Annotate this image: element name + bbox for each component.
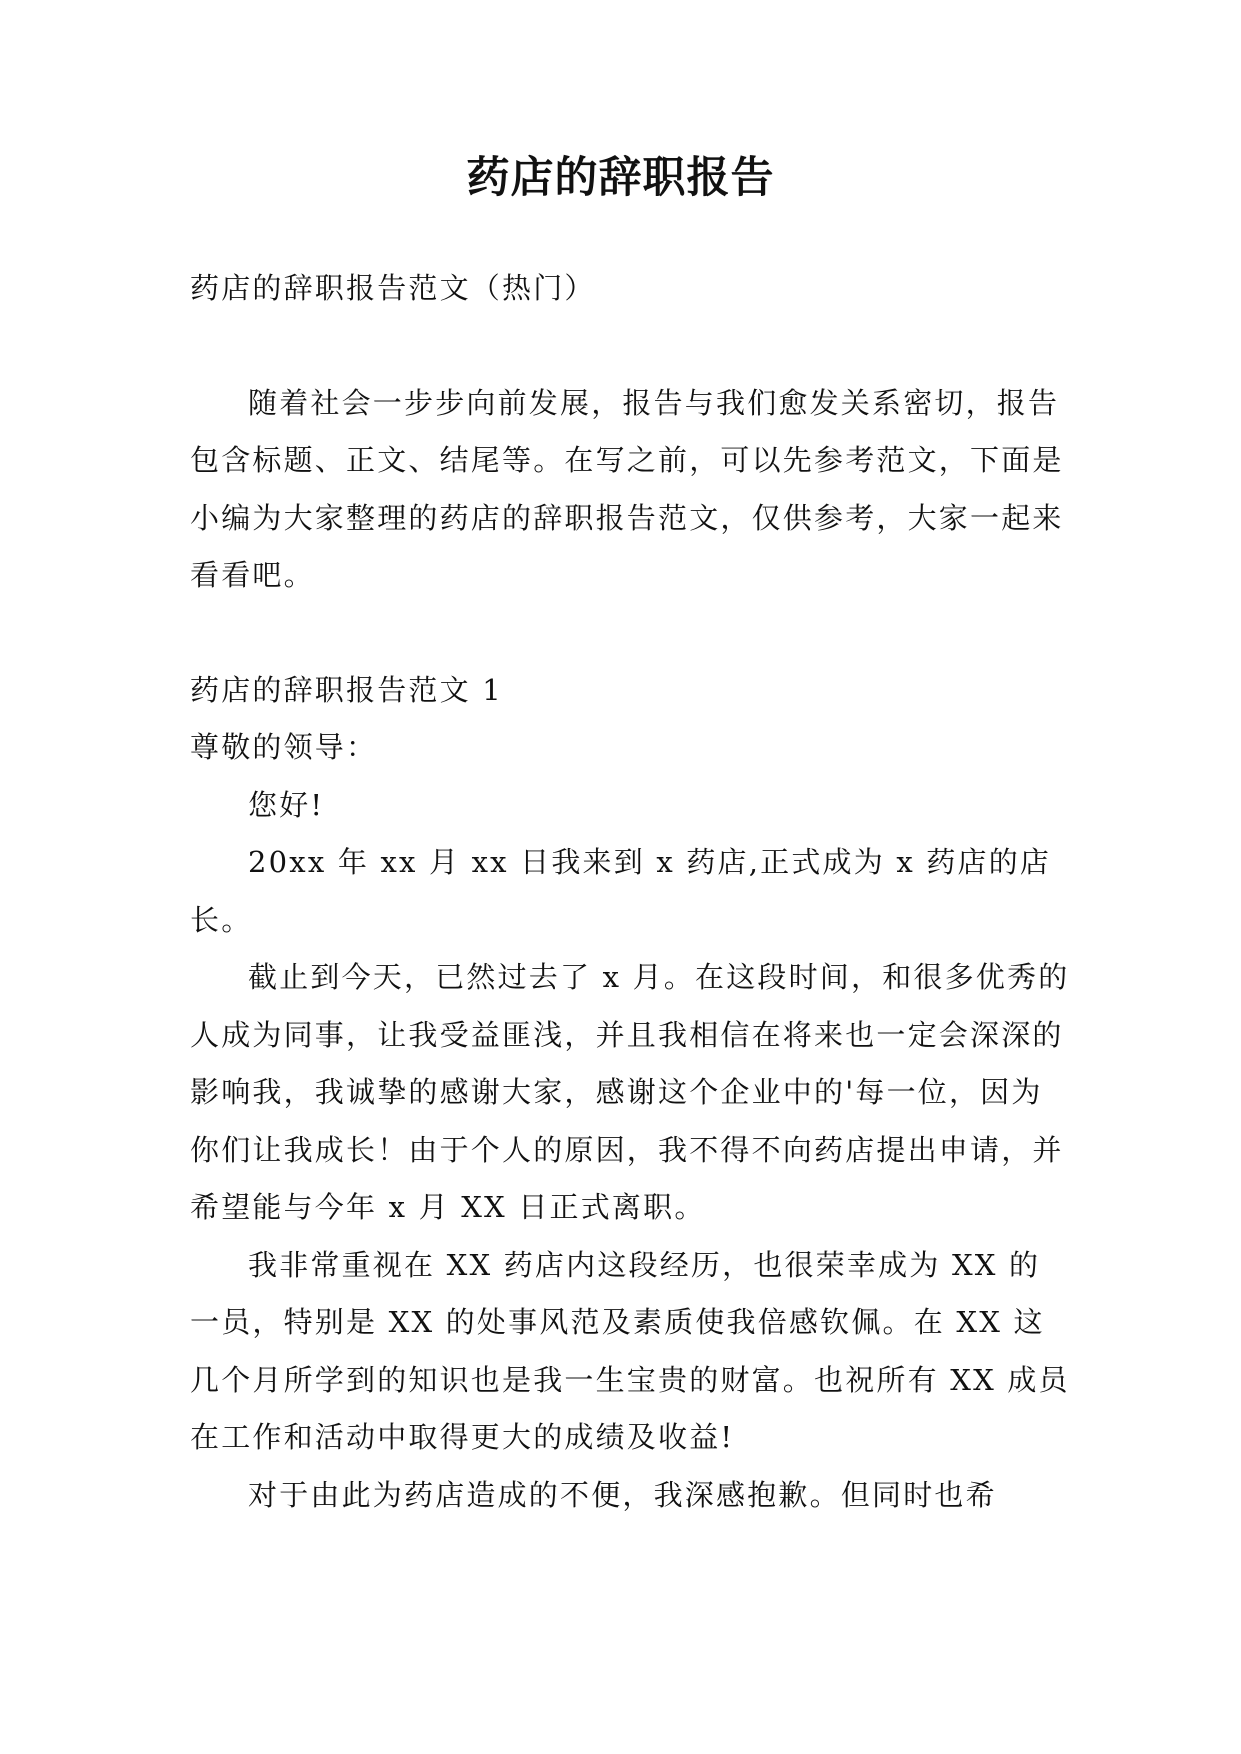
intro-paragraph: 随着社会一步步向前发展，报告与我们愈发关系密切，报告包含标题、正文、结尾等。在写之前，可以先参考范文，下面是小编为大家整理的药店的辞职报告范文，仅供参考，大家一起来看看吧。 xyxy=(190,385,1064,592)
section-heading: 药店的辞职报告范文 1 xyxy=(190,672,503,707)
body-paragraph: 截止到今天，已然过去了 x 月。在这段时间，和很多优秀的人成为同事，让我受益匪浅，并且我相信在将来也一定会深深的影响我，我诚挚的感谢大家，感谢这个企业中的'每一位，因为你们让我成长！由于个人的原因，我不得不向药店提出申请，并希望能与今年 x 月 XX 日正式离职。 xyxy=(190,960,1070,1224)
body-paragraph: 我非常重视在 XX 药店内这段经历，也很荣幸成为 XX 的一员，特别是 XX 的处事风范及素质使我倍感钦佩。在 XX 这几个月所学到的知识也是我一生宝贵的财富。也祝所有 XX 成员在工作和活动中取得更大的成绩及收益! xyxy=(190,1247,1070,1454)
document-title: 药店的辞职报告 xyxy=(466,153,775,203)
salutation: 尊敬的领导： xyxy=(190,730,378,764)
body-paragraph: 20xx 年 xx 月 xx 日我来到 x 药店,正式成为 x 药店的店长。 xyxy=(190,845,1052,937)
body-paragraph: 对于由此为药店造成的不便，我深感抱歉。但同时也希 xyxy=(248,1477,997,1512)
document-body xyxy=(190,260,1070,1524)
greeting: 您好! xyxy=(248,787,325,822)
document-subtitle: 药店的辞职报告范文（热门） xyxy=(190,271,596,305)
